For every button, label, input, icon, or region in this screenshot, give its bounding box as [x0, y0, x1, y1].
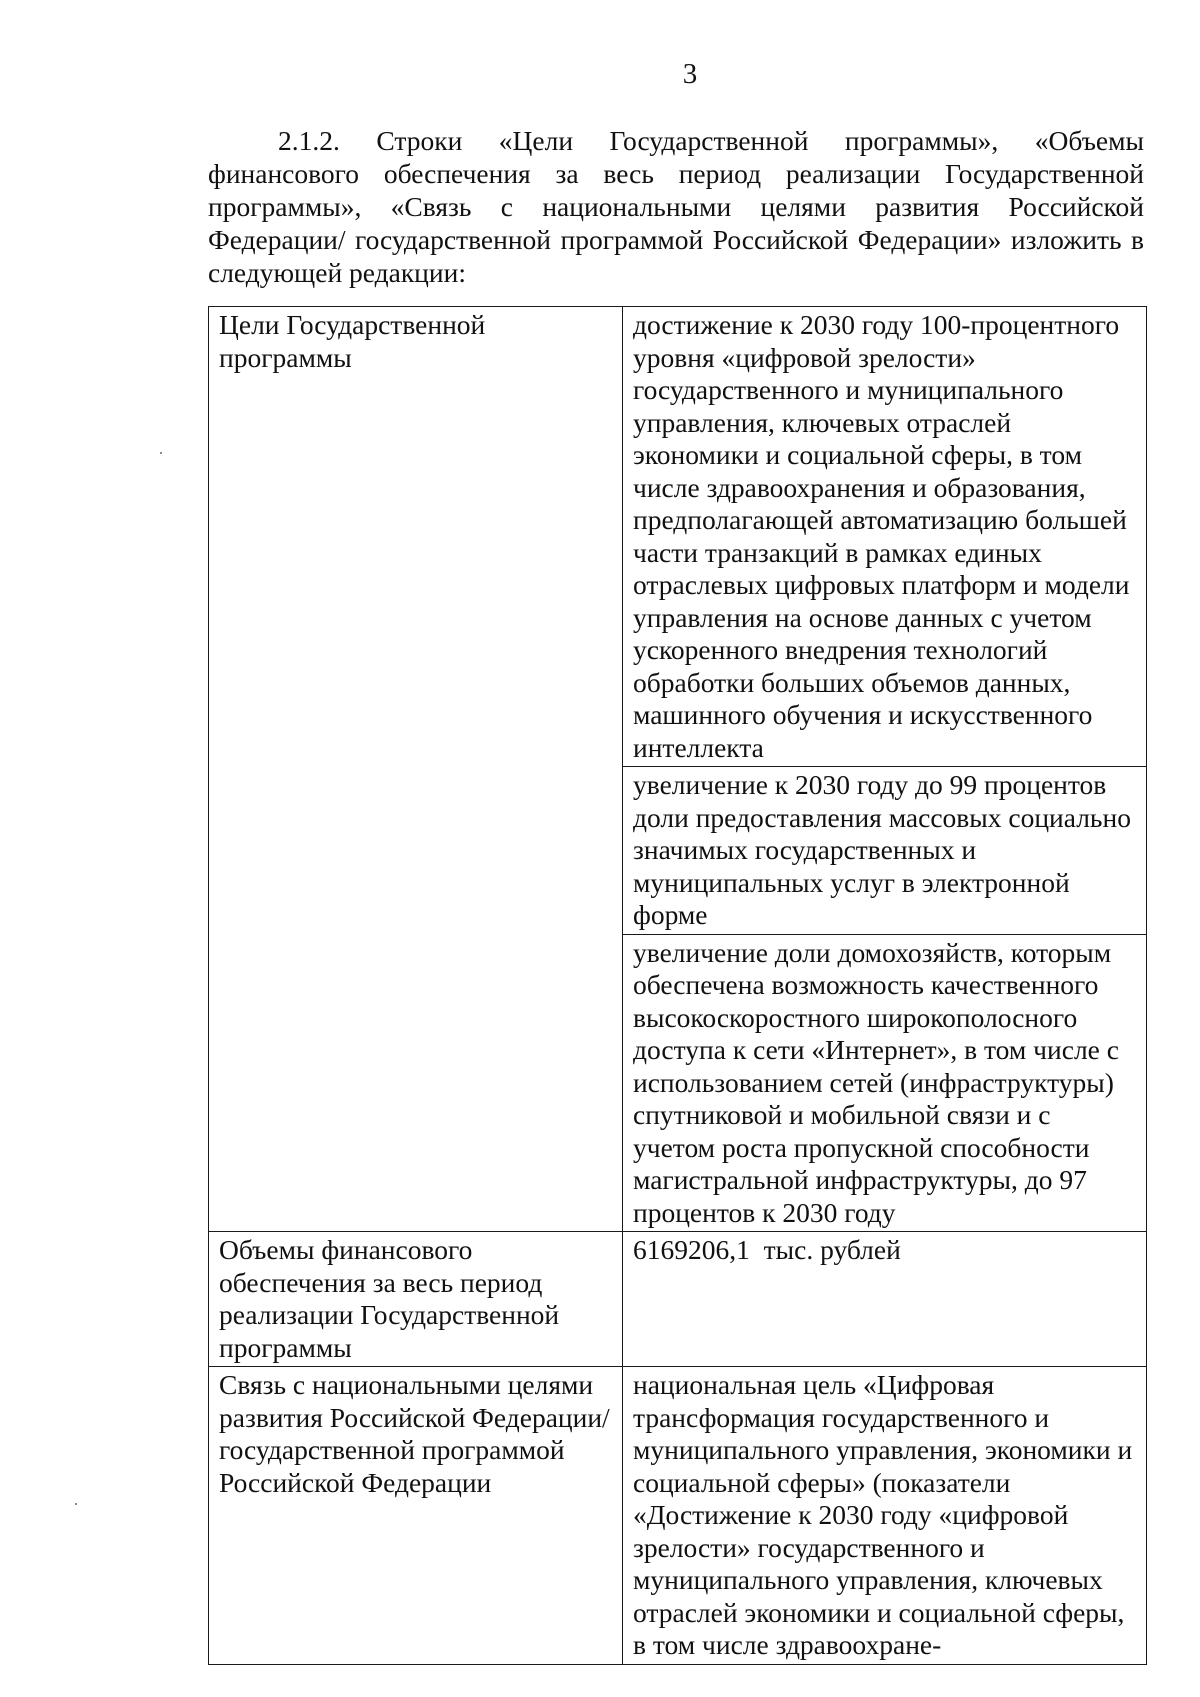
finance-label-cell — [209, 1232, 623, 1367]
table-row-goals-1 — [209, 307, 1147, 767]
national-goals-value: национальная цель «Цифровая трансформация государственного и муниципального управления, экономики и социальной сферы» (показатели «Достижение к 2030 году «цифровой зрелости» государственного и муниципального управления, ключевых отраслей экономики и социальной сферы, в том числе здравоохране- — [633, 1369, 1133, 1660]
goal-cell-2 — [623, 767, 1147, 935]
goals-label-cell — [209, 307, 623, 1232]
national-goals-value-cell — [623, 1367, 1147, 1665]
scan-speck — [160, 452, 162, 454]
finance-label: Объемы финансового обеспечения за весь период реализации Государственной программы — [219, 1234, 560, 1363]
goal-cell-1 — [623, 307, 1147, 767]
table-row-national-goals — [209, 1367, 1147, 1665]
goal-text-2: увеличение к 2030 году до 99 процентов доли предоставления массовых социально значимых государственных и муниципальных услуг в электронной форме — [633, 769, 1131, 930]
finance-value: 6169206,1 тыс. рублей — [633, 1234, 901, 1265]
scan-speck — [75, 1503, 77, 1505]
finance-value-cell — [623, 1232, 1147, 1367]
intro-paragraph: 2.1.2. Строки «Цели Государственной программы», «Объемы финансового обеспечения за весь период реализации Государственной программы», «Связь с национальными целями развития Российской Федерации/ государственной программой Российской Федерации» изложить в следующей редакции: — [208, 125, 1144, 288]
goal-cell-3 — [623, 934, 1147, 1232]
table-row-finance — [209, 1232, 1147, 1367]
goals-label: Цели Государственной программы — [219, 309, 486, 373]
goal-text-3: увеличение доли домохозяйств, которым обеспечена возможность качественного высокоскоростного широкополосного доступа к сети «Интернет», в том числе с использованием сетей (инфраструктуры) спутниковой и мобильной связи и с учетом роста пропускной способности магистральной инфраструктуры, до 97 процентов к 2030 году — [633, 936, 1119, 1228]
goal-text-1: достижение к 2030 году 100-процентного уровня «цифровой зрелости» государственного и муниципального управления, ключевых отраслей экономики и социальной сферы, в том числе здравоохранения и образования, предполагающей автоматизацию большей части транзакций в рамках единых отраслевых цифровых платформ и модели управления на основе данных с учетом ускоренного внедрения технологий обработки больших объемов данных, машинного обучения и искусственного интеллекта — [633, 309, 1130, 763]
page-number: 3 — [682, 58, 698, 90]
national-goals-label: Связь с национальными целями развития Российской Федерации/ государственной программой Российской Федерации — [219, 1369, 610, 1498]
program-table — [208, 306, 1147, 1665]
national-goals-label-cell — [209, 1367, 623, 1665]
